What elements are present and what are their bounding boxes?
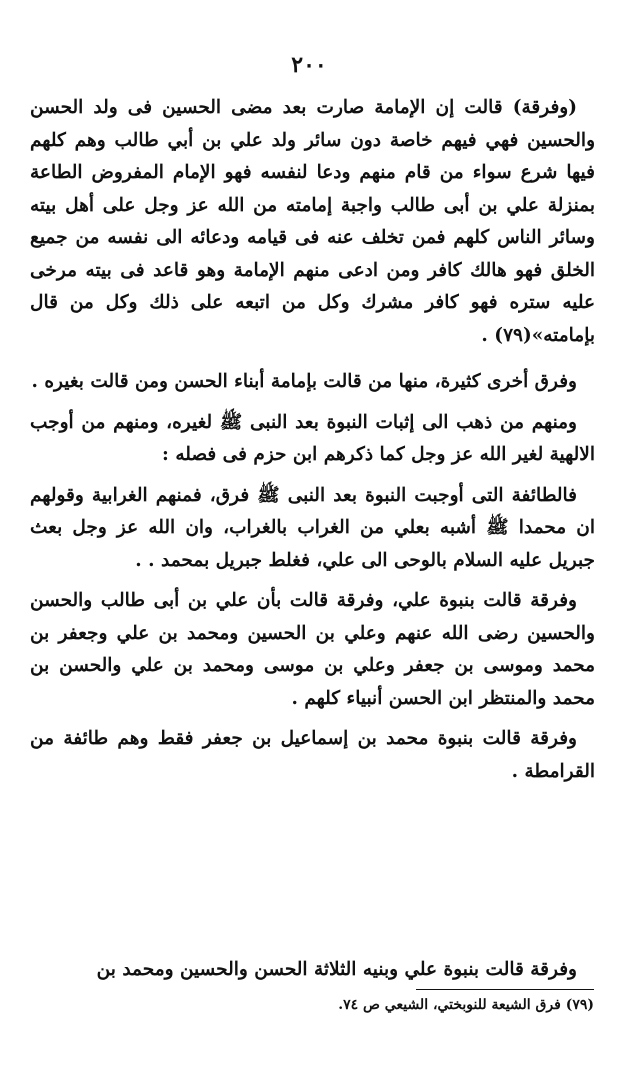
footnote: (٧٩) فرق الشيعة للنوبختي، الشيعي ص ٧٤.: [338, 997, 594, 1013]
paragraph-4: فالطائفة التى أوجبت النبوة بعد النبى ﷺ فرق، فمنهم الغرابية وقولهم ان محمدا ﷺ أشبه بعلي من الغراب بالغراب، وان الله عز وجل بعث جبريل عليه السلام بالوحى الى علي، فغلط جبريل بمحمد . .: [30, 484, 595, 571]
paragraph-3: ومنهم من ذهب الى إثبات النبوة بعد النبى ﷺ لغيره، ومنهم من أوجب الالهية لغير الله عز وجل كما ذكرهم ابن حزم فى فصله :: [30, 411, 595, 465]
body-text: [30, 92, 595, 796]
paragraph-2: وفرق أخرى كثيرة، منها من قالت بإمامة أبناء الحسن ومن قالت بغيره .: [31, 371, 577, 392]
paragraph-7: وفرقة قالت بنبوة علي وبنيه الثلاثة الحسن والحسين ومحمد بن: [96, 959, 577, 980]
footnote-divider: [416, 989, 594, 990]
paragraph-5: وفرقة قالت بنبوة علي، وفرقة قالت بأن علي بن أبى طالب والحسن والحسين رضى الله عنهم وعلي بن الحسين ومحمد بن علي وجعفر بن محمد وموسى بن جعفر وعلي بن موسى ومحمد بن علي والحسن بن محمد والمنتظر ابن الحسن أنبياء كلهم .: [30, 590, 595, 709]
paragraph-1: (وفرقة) قالت إن الإمامة صارت بعد مضى الحسين فى ولد الحسن والحسين فهي فيهم خاصة دون سائر ولد علي بن أبي طالب وهم كلهم فيها شرع سواء من قام منهم ودعا لنفسه فهو الإمام المفروض الطاعة بمنزلة علي بن أبى طالب واجبة إمامته من الله عز وجل على أهل بيته وسائر الناس كلهم فمن تخلف عنه فى قيامه ودعائه الى نفسه من جميع الخلق فهو هالك كافر ومن ادعى منهم الإمامة وهو قاعد فى بيته مرخى عليه ستره فهو كافر مشرك وكل من اتبعه على ذلك وكل من قال بإمامته»(٧٩) .: [30, 97, 595, 346]
page-number: ٢٠٠: [291, 52, 327, 78]
paragraph-6: وفرقة قالت بنبوة محمد بن إسماعيل بن جعفر فقط وهم طائفة من القرامطة .: [30, 728, 595, 782]
